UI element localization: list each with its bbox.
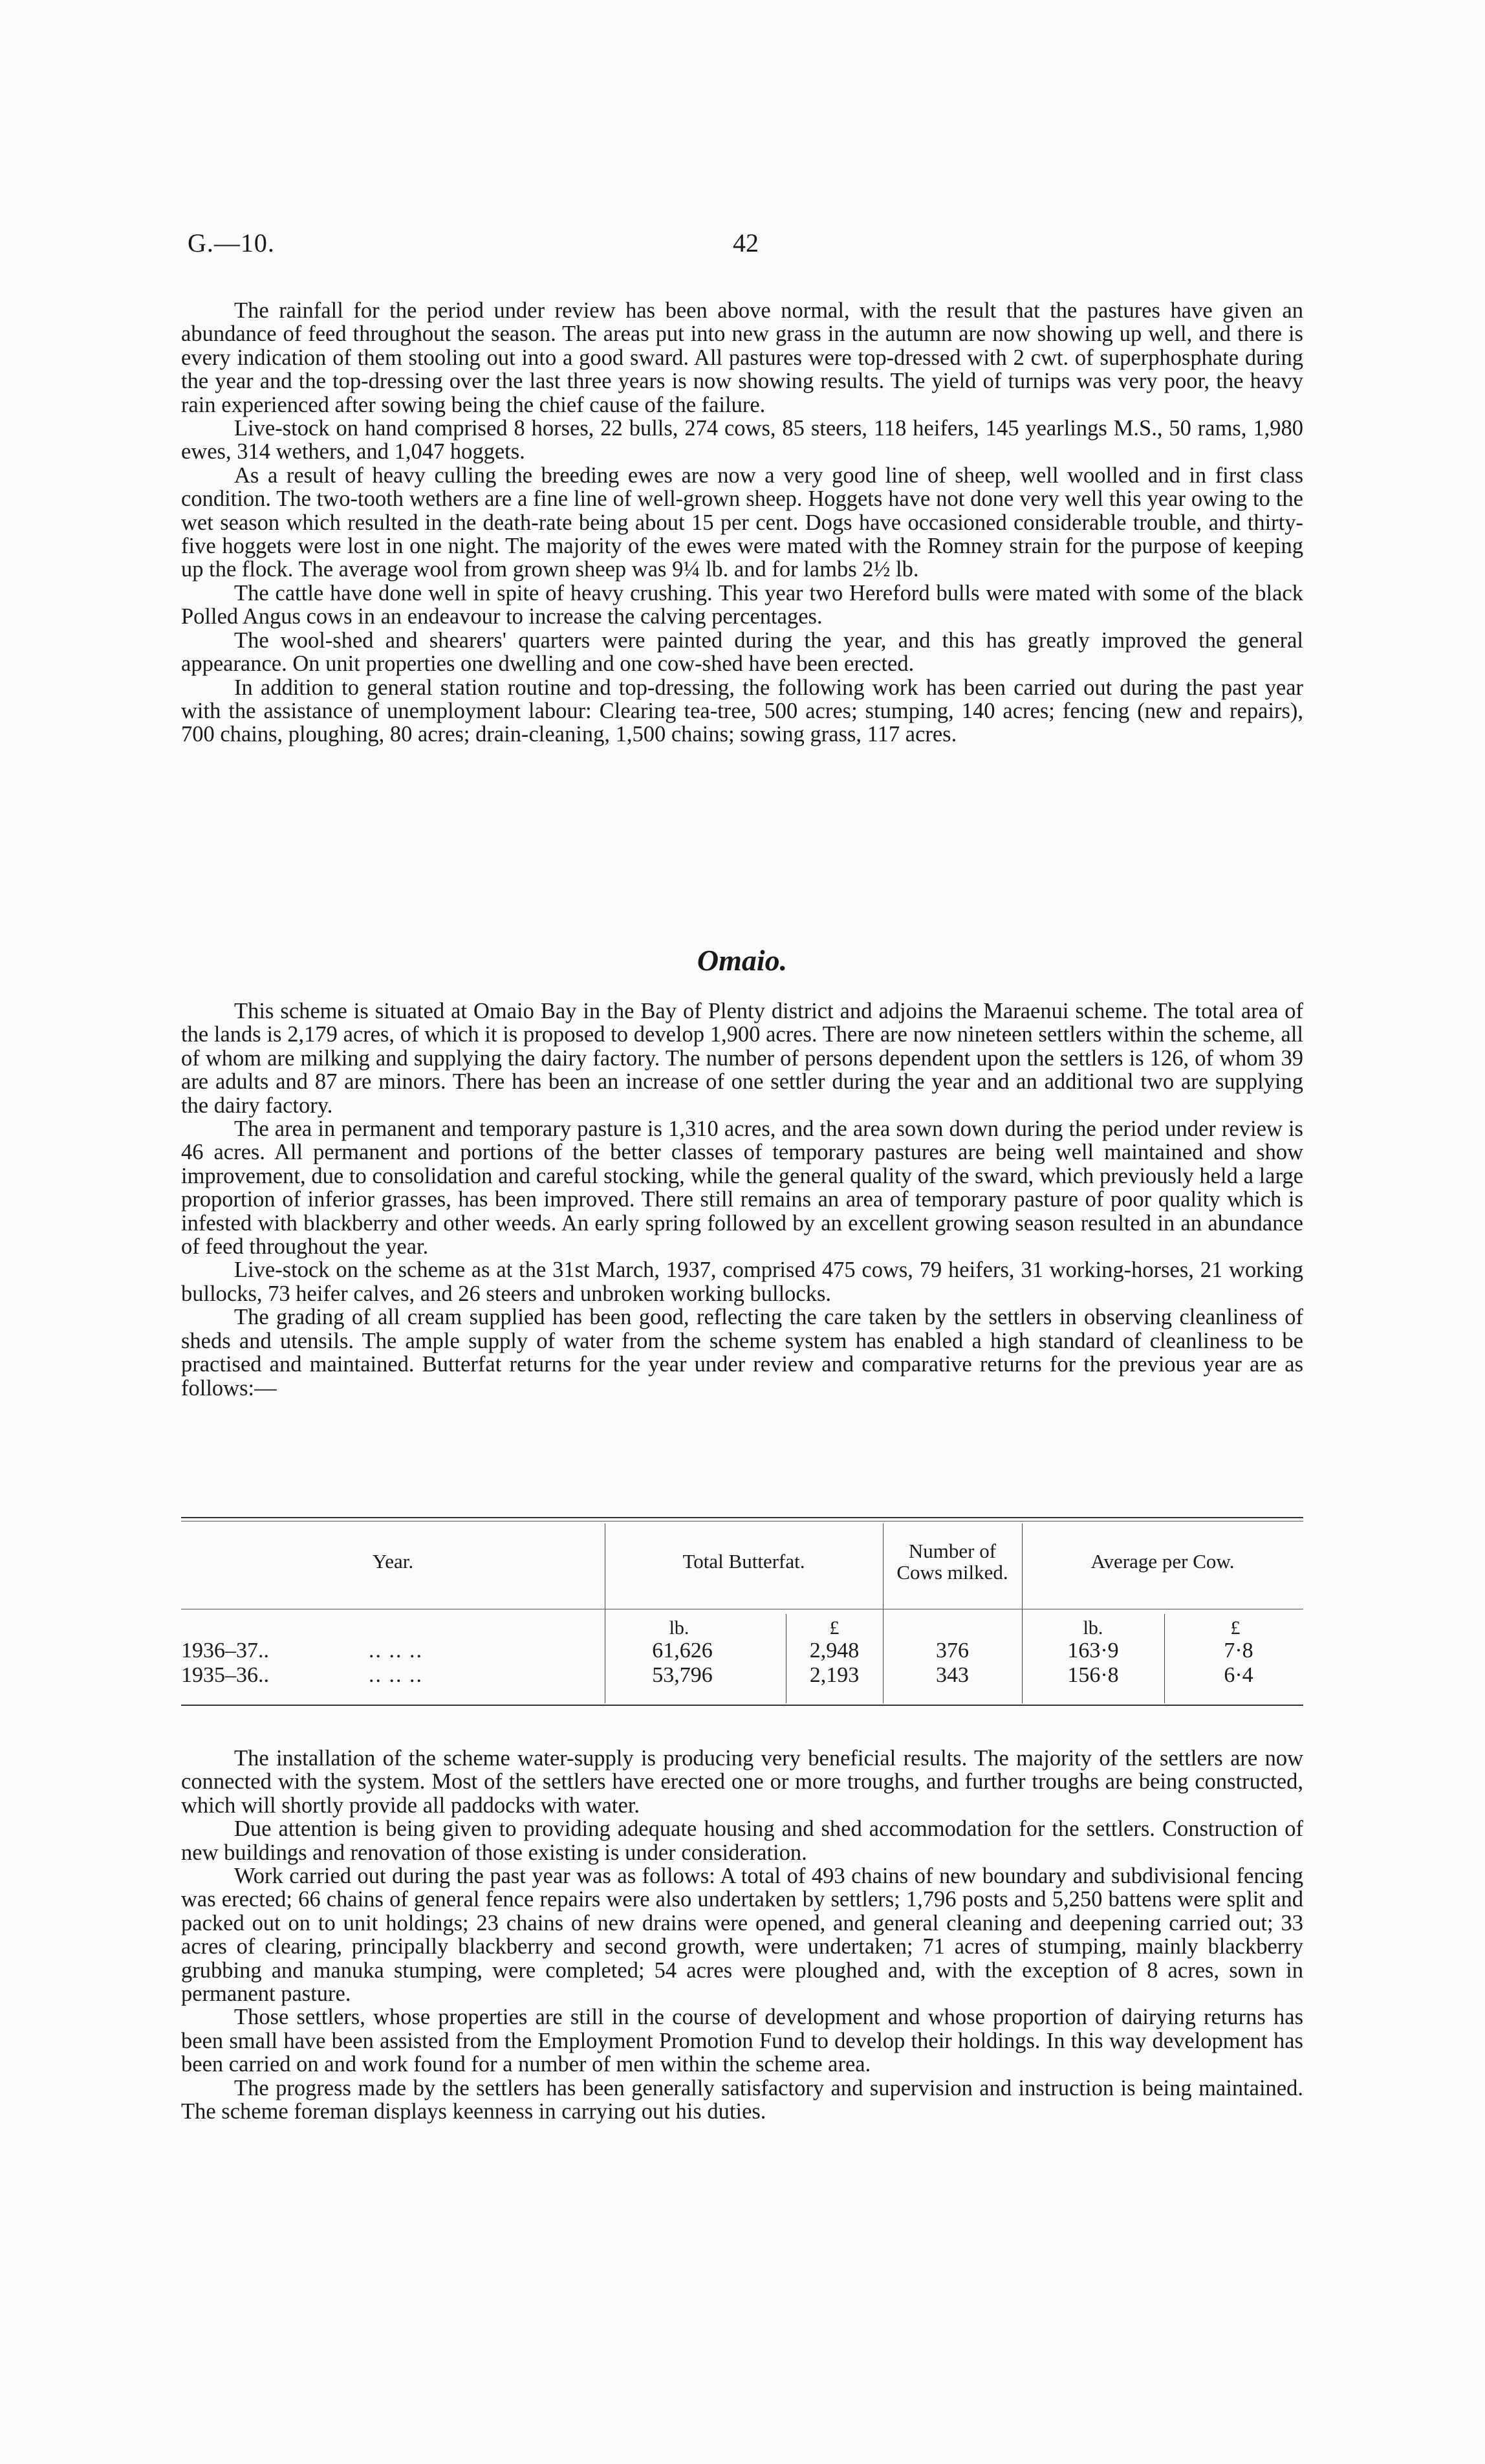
section-heading-omaio: Omaio. xyxy=(697,944,788,977)
cell-total-lb: 61,626 xyxy=(652,1639,713,1663)
cell-leader-dots: .. .. .. xyxy=(369,1663,423,1687)
paragraph: In addition to general station routine and top-dressing, the following work has been carried out during the past year with the assistance of unemployment labour: Clearing tea-tree, 500 acres; stumping, 140 acres; fencing (new and repairs), 700 chains, ploughing, 80 acres; drain-cleaning, 1,500 chains; sowing grass, 117 acres. xyxy=(181,675,1303,747)
paragraph: The area in permanent and temporary pasture is 1,310 acres, and the area sown down during the period under review is 46 acres. All permanent and portions of the better classes of temporary pastures are being well maintained and show improvement, due to consolidation and careful stocking, while the general quality of the sward, which previously held a large proportion of inferior grasses, has been improved. There still remains an area of temporary pasture of poor quality which is infested with blackberry and other weeds. An early spring followed by an excellent growing season resulted in an abundance of feed throughout the year. xyxy=(181,1117,1303,1259)
cell-year: 1936–37.. xyxy=(181,1639,269,1663)
butterfat-returns-table xyxy=(181,1517,1303,1711)
cell-total-pounds: 2,948 xyxy=(809,1639,860,1663)
cell-cows: 376 xyxy=(936,1639,969,1663)
paragraph: Live-stock on hand comprised 8 horses, 22 bulls, 274 cows, 85 steers, 118 heifers, 145 yearlings M.S., 50 rams, 1,980 ewes, 314 wethers, and 1,047 hoggets. xyxy=(181,416,1303,464)
table-top-rule xyxy=(181,1517,1303,1518)
cell-total-lb: 53,796 xyxy=(652,1663,713,1687)
paragraph: The installation of the scheme water-supply is producing very beneficial results. The majority of the settlers are now connected with the system. Most of the settlers have erected one or more troughs, and further troughs are being constructed, which will shortly provide all paddocks with water. xyxy=(181,1746,1303,1818)
page-number: 42 xyxy=(733,228,759,257)
paragraph: The grading of all cream supplied has been good, reflecting the care taken by the settlers in observing cleanliness of sheds and utensils. The ample supply of water from the scheme system has enabled a high standard of cleanliness to be practised and maintained. Butterfat returns for the year under review and comparative returns for the previous year are as follows:— xyxy=(181,1305,1303,1401)
unit-lb: lb. xyxy=(669,1617,689,1639)
cell-year: 1935–36.. xyxy=(181,1663,269,1687)
report-code: G.—10. xyxy=(188,228,275,257)
unit-pound: £ xyxy=(829,1617,840,1639)
page-header xyxy=(188,228,1306,267)
paragraph: As a result of heavy culling the breeding ewes are now a very good line of sheep, well woolled and in first class condition. The two-tooth wethers are a fine line of well-grown sheep. Hoggets have not done very well this year owing to the wet season which resulted in the death-rate being about 15 per cent. Dogs have occasioned considerable trouble, and thirty-five hoggets were lost in one night. The majority of the ewes were mated with the Romney strain for the purpose of keeping up the flock. The average wool from grown sheep was 9¼ lb. and for lambs 2½ lb. xyxy=(181,463,1303,582)
paragraph: The progress made by the settlers has been generally satisfactory and supervision and instruction is being maintained. The scheme foreman displays keenness in carrying out his duties. xyxy=(181,2075,1303,2124)
column-divider xyxy=(1164,1614,1165,1703)
header-total-butterfat: Total Butterfat. xyxy=(682,1550,805,1573)
section-omaio xyxy=(181,999,1303,1400)
cell-avg-lb: 163·9 xyxy=(1067,1639,1119,1663)
cell-leader-dots: .. .. .. xyxy=(369,1639,423,1663)
cell-total-pounds: 2,193 xyxy=(809,1663,860,1687)
cell-avg-pounds: 7·8 xyxy=(1224,1639,1253,1663)
unit-pound: £ xyxy=(1230,1617,1241,1639)
unit-lb: lb. xyxy=(1083,1617,1103,1639)
paragraph: The wool-shed and shearers' quarters were painted during the year, and this has greatly improved the general appearance. On unit properties one dwelling and one cow-shed have been erected. xyxy=(181,627,1303,677)
paragraph: This scheme is situated at Omaio Bay in the Bay of Plenty district and adjoins the Maraenui scheme. The total area of the lands is 2,179 acres, of which it is proposed to develop 1,900 acres. There are now nineteen settlers within the scheme, all of whom are milking and supplying the dairy factory. The number of persons dependent upon the settlers is 126, of whom 39 are adults and 87 are minors. There has been an increase of one settler during the year and an additional two are supplying the dairy factory. xyxy=(181,999,1303,1118)
header-cows-milked: Number of Cows milked. xyxy=(896,1540,1008,1584)
paragraph: Due attention is being given to providing adequate housing and shed accommodation for the settlers. Construction of new buildings and renovation of those existing is under consideration. xyxy=(181,1816,1303,1865)
section-omaio-continued xyxy=(181,1747,1303,2124)
section-station-report xyxy=(181,299,1303,747)
cell-avg-lb: 156·8 xyxy=(1067,1663,1119,1687)
cell-avg-pounds: 6·4 xyxy=(1224,1663,1253,1687)
header-year: Year. xyxy=(372,1550,414,1573)
paragraph: Live-stock on the scheme as at the 31st March, 1937, comprised 475 cows, 79 heifers, 31 working-horses, 21 working bullocks, 73 heifer calves, and 26 steers and unbroken working bullocks. xyxy=(181,1258,1303,1306)
paragraph: The rainfall for the period under review has been above normal, with the result that the pastures have given an abundance of feed throughout the season. The areas put into new grass in the autumn are now showing up well, and there is every indication of them stooling out into a good sward. All pastures were top-dressed with 2 cwt. of superphosphate during the year and the top-dressing over the last three years is now showing results. The yield of turnips was very poor, the heavy rain experienced after sowing being the chief cause of the failure. xyxy=(181,298,1303,417)
header-average-per-cow: Average per Cow. xyxy=(1090,1550,1235,1573)
paragraph: The cattle have done well in spite of heavy crushing. This year two Hereford bulls were mated with some of the black Polled Angus cows in an endeavour to increase the calving percentages. xyxy=(181,580,1303,629)
paragraph: Work carried out during the past year was as follows: A total of 493 chains of new boundary and subdivisional fencing was erected; 66 chains of general fence repairs were also undertaken by settlers; 1,796 posts and 5,250 battens were split and packed out on to unit holdings; 23 chains of new drains were opened, and general cleaning and deepening carried out; 33 acres of clearing, principally blackberry and second growth, were undertaken; 71 acres of stumping, mainly blackberry grubbing and manuka stumping, were completed; 54 acres were ploughed and, with the exception of 8 acres, sown in permanent pasture. xyxy=(181,1864,1303,2007)
paragraph: Those settlers, whose properties are still in the course of development and whose proportion of dairying returns has been small have been assisted from the Employment Promotion Fund to develop their holdings. In this way development has been carried on and work found for a number of men within the scheme area. xyxy=(181,2005,1303,2077)
cell-cows: 343 xyxy=(936,1663,969,1687)
table-bottom-rule xyxy=(181,1705,1303,1706)
